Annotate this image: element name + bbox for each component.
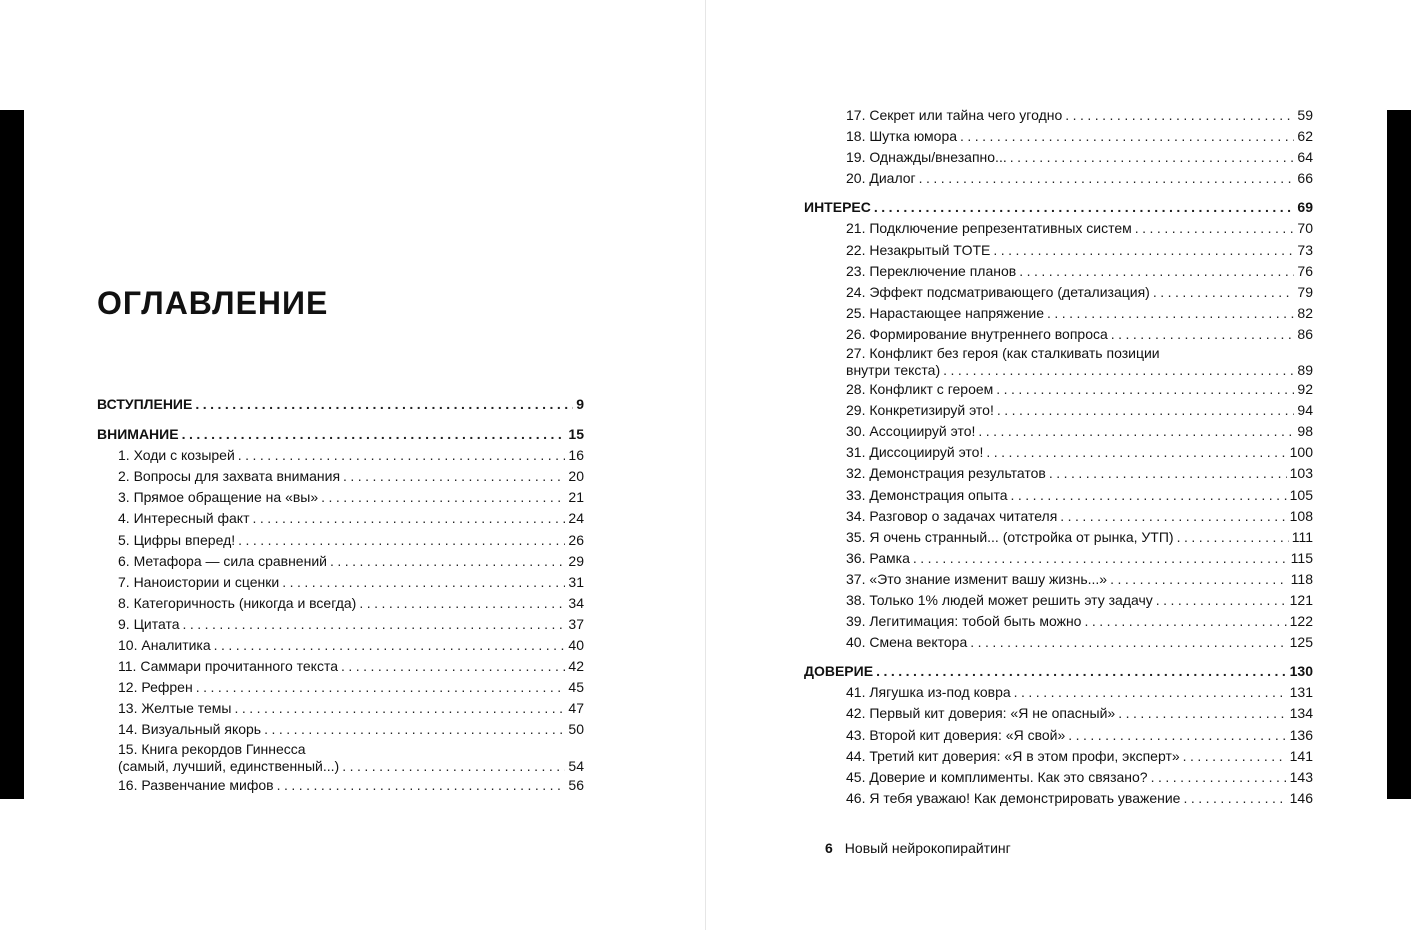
toc-page-number: 130	[1289, 663, 1313, 680]
toc-section-title: ВСТУПЛЕНИЕ	[97, 396, 193, 412]
toc-entry[interactable]	[97, 775, 584, 796]
toc-leader-dots	[960, 126, 1294, 147]
toc-leader-dots	[1047, 303, 1294, 324]
toc-page-number: 105	[1289, 486, 1313, 503]
toc-entry-label: 6. Метафора — сила сравнений	[118, 552, 327, 569]
toc-entry[interactable]	[97, 719, 584, 740]
toc-leader-dots	[196, 677, 566, 698]
toc-page-number: 20	[568, 468, 584, 485]
toc-entry[interactable]	[825, 147, 1313, 168]
toc-page-number: 141	[1289, 747, 1313, 764]
toc-leader-dots	[343, 466, 565, 487]
toc-page-number: 34	[568, 594, 584, 611]
toc-entry[interactable]	[825, 506, 1313, 527]
toc-section-title: ДОВЕРИЕ	[804, 663, 874, 680]
toc-page-number: 29	[568, 552, 584, 569]
toc-page-number: 98	[1297, 423, 1313, 440]
toc-leader-dots	[183, 614, 566, 635]
toc-entry-label: 18. Шутка юмора	[846, 128, 958, 145]
toc-entry-label: 17. Секрет или тайна чего угодно	[846, 107, 1063, 123]
toc-entry[interactable]	[825, 703, 1313, 724]
toc-left-column	[97, 394, 584, 796]
left-page	[0, 0, 705, 930]
toc-page-number: 111	[1291, 528, 1313, 545]
toc-entry[interactable]	[825, 746, 1313, 767]
toc-leader-dots	[195, 394, 573, 415]
toc-entry-label: 14. Визуальный якорь	[118, 721, 262, 738]
toc-leader-dots	[1049, 463, 1287, 484]
toc-entry-label: 36. Рамка	[846, 549, 910, 566]
toc-page-number: 40	[568, 637, 584, 654]
toc-entry[interactable]	[825, 105, 1313, 126]
toc-entry-label: 32. Демонстрация результатов	[846, 465, 1046, 482]
toc-entry-label: 9. Цитата	[118, 615, 180, 632]
toc-entry-label: 5. Цифры вперед!	[118, 531, 236, 548]
toc-page-number: 131	[1289, 684, 1313, 701]
toc-leader-dots	[359, 593, 565, 614]
toc-leader-dots	[1010, 147, 1295, 168]
toc-entry[interactable]	[825, 767, 1313, 788]
page-number: 6	[825, 840, 833, 856]
toc-entry-label: 24. Эффект подсматривающего (детализация)	[846, 283, 1150, 300]
toc-leader-dots	[1118, 703, 1286, 724]
toc-entry[interactable]	[825, 303, 1313, 324]
toc-page-number: 37	[568, 615, 584, 632]
toc-leader-dots	[943, 362, 1294, 379]
toc-entry-label: 11. Саммари прочитанного текста	[118, 658, 338, 675]
toc-entry-label: 27. Конфликт без героя (как сталкивать позиции	[846, 345, 1160, 362]
toc-section-heading[interactable]	[804, 197, 1313, 218]
toc-page-number: 21	[568, 489, 584, 506]
toc-leader-dots	[1011, 485, 1287, 506]
toc-entry[interactable]	[97, 635, 584, 656]
toc-entry-label-cont: (самый, лучший, единственный...)	[118, 757, 340, 774]
toc-leader-dots	[282, 572, 565, 593]
toc-entry-label: 23. Переключение планов	[846, 262, 1017, 279]
toc-page-number: 66	[1297, 170, 1313, 187]
toc-section-heading[interactable]	[97, 424, 584, 445]
toc-page-number: 47	[568, 700, 584, 717]
toc-page-number: 136	[1289, 726, 1313, 743]
right-edge-bar	[1387, 110, 1411, 799]
toc-leader-dots	[1111, 324, 1295, 345]
toc-leader-dots	[321, 487, 565, 508]
toc-leader-dots	[1110, 569, 1288, 590]
toc-page-number: 15	[568, 426, 584, 443]
toc-page-number: 94	[1297, 402, 1313, 419]
toc-leader-dots	[1019, 261, 1294, 282]
toc-entry[interactable]	[97, 508, 584, 529]
toc-entry-label: 39. Легитимация: тобой быть можно	[846, 613, 1082, 630]
toc-page-number: 103	[1289, 465, 1313, 482]
toc-entry[interactable]	[825, 400, 1313, 421]
toc-entry[interactable]	[97, 614, 584, 635]
toc-entry-label: 4. Интересный факт	[118, 510, 250, 527]
toc-entry[interactable]	[825, 379, 1313, 400]
toc-entry[interactable]	[97, 445, 584, 466]
toc-leader-dots	[182, 424, 566, 445]
toc-page-number: 76	[1297, 262, 1313, 279]
toc-page-number: 122	[1289, 613, 1313, 630]
toc-leader-dots	[234, 698, 565, 719]
toc-page-number: 108	[1289, 507, 1313, 524]
toc-entry[interactable]	[825, 682, 1313, 703]
toc-page-number: 92	[1297, 381, 1313, 398]
toc-page-number: 89	[1297, 362, 1313, 379]
toc-leader-dots	[993, 240, 1294, 261]
toc-entry[interactable]	[825, 527, 1313, 548]
toc-entry-label: 41. Лягушка из-под ковра	[846, 684, 1011, 701]
toc-entry[interactable]	[825, 168, 1313, 189]
toc-section-heading[interactable]	[804, 661, 1313, 682]
toc-entry-label: 30. Ассоциируй это!	[846, 423, 976, 440]
toc-page-number: 24	[568, 510, 584, 527]
toc-entry-label: 40. Смена вектора	[846, 634, 968, 651]
toc-entry-label: 33. Демонстрация опыта	[846, 486, 1008, 503]
toc-page-number: 82	[1297, 304, 1313, 321]
toc-entry-label: 12. Рефрен	[118, 679, 193, 696]
toc-section-title: ВНИМАНИЕ	[97, 426, 179, 443]
toc-entry-label: 29. Конкретизируй это!	[846, 402, 994, 419]
toc-entry[interactable]	[97, 572, 584, 593]
toc-entry[interactable]	[825, 442, 1313, 463]
toc-leader-dots	[1135, 218, 1295, 239]
toc-entry-label: 35. Я очень странный... (отстройка от рынка, УТП)	[846, 528, 1174, 545]
toc-entry-label: 28. Конфликт с героем	[846, 381, 994, 398]
toc-leader-dots	[1065, 105, 1294, 126]
toc-page-number: 26	[568, 531, 584, 548]
toc-leader-dots	[330, 551, 565, 572]
toc-entry-label: 34. Разговор о задачах читателя	[846, 507, 1058, 524]
toc-leader-dots	[996, 379, 1294, 400]
toc-page-number: 31	[568, 573, 584, 590]
toc-leader-dots	[264, 719, 565, 740]
toc-leader-dots	[277, 775, 566, 796]
toc-page-number: 143	[1289, 768, 1313, 785]
toc-entry[interactable]	[825, 345, 1313, 379]
toc-page-number: 54	[568, 757, 584, 774]
toc-leader-dots	[238, 530, 565, 551]
toc-entry-label: 26. Формирование внутреннего вопроса	[846, 325, 1108, 342]
toc-entry-label: 42. Первый кит доверия: «Я не опасный»	[846, 705, 1116, 722]
toc-entry-label: 43. Второй кит доверия: «Я свой»	[846, 726, 1066, 743]
toc-entry-label: 8. Категоричность (никогда и всегда)	[118, 594, 357, 611]
toc-leader-dots	[997, 400, 1295, 421]
toc-leader-dots	[1151, 767, 1287, 788]
book-title: Новый нейрокопирайтинг	[844, 840, 1011, 856]
toc-entry-label: 20. Диалог	[846, 170, 916, 187]
toc-page-number: 86	[1297, 325, 1313, 342]
toc-entry[interactable]	[825, 421, 1313, 442]
toc-leader-dots	[214, 635, 566, 656]
toc-entry[interactable]	[97, 741, 584, 775]
toc-entry[interactable]	[97, 551, 584, 572]
toc-page-number: 134	[1289, 705, 1313, 722]
toc-page-number: 115	[1290, 549, 1313, 566]
toc-entry[interactable]	[825, 324, 1313, 345]
toc-leader-dots	[1156, 590, 1287, 611]
toc-entry[interactable]	[825, 218, 1313, 239]
toc-entry[interactable]	[825, 611, 1313, 632]
toc-entry[interactable]	[825, 240, 1313, 261]
toc-entry[interactable]	[97, 677, 584, 698]
toc-page-number: 62	[1297, 128, 1313, 145]
toc-leader-dots	[876, 661, 1287, 682]
toc-entry-label: 45. Доверие и комплименты. Как это связано?	[846, 768, 1148, 785]
toc-leader-dots	[1183, 788, 1286, 809]
toc-entry-label: 44. Третий кит доверия: «Я в этом профи, эксперт»	[846, 747, 1180, 764]
toc-entry[interactable]	[97, 593, 584, 614]
right-page	[706, 0, 1411, 930]
toc-page-number: 45	[568, 679, 584, 696]
toc-entry-label: 31. Диссоциируй это!	[846, 444, 984, 461]
toc-entry[interactable]	[825, 590, 1313, 611]
toc-leader-dots	[252, 508, 565, 529]
toc-page-number: 56	[568, 776, 584, 793]
toc-entry[interactable]	[825, 126, 1313, 147]
toc-entry[interactable]	[825, 548, 1313, 569]
toc-entry[interactable]	[97, 656, 584, 677]
toc-entry-label: 38. Только 1% людей может решить эту задачу	[846, 591, 1153, 608]
toc-leader-dots	[874, 197, 1295, 218]
toc-leader-dots	[978, 421, 1294, 442]
toc-entry[interactable]	[97, 466, 584, 487]
toc-entry-label: 19. Однажды/внезапно...	[846, 149, 1007, 166]
toc-entry-label: 15. Книга рекордов Гиннесса	[118, 740, 306, 757]
toc-section-heading[interactable]	[97, 394, 584, 415]
toc-entry[interactable]	[825, 463, 1313, 484]
toc-entry-label: 25. Нарастающее напряжение	[846, 304, 1044, 321]
toc-page-number: 118	[1290, 570, 1313, 587]
toc-page-number: 73	[1297, 241, 1313, 258]
toc-page-number: 59	[1297, 107, 1313, 123]
toc-entry-label: 46. Я тебя уважаю! Как демонстрировать уважение	[846, 789, 1181, 806]
toc-leader-dots	[342, 758, 565, 775]
toc-entry-label: 3. Прямое обращение на «вы»	[118, 489, 319, 506]
toc-leader-dots	[1084, 611, 1286, 632]
toc-page-number: 100	[1289, 444, 1313, 461]
toc-section-title: ИНТЕРЕС	[804, 199, 871, 216]
toc-entry[interactable]	[97, 698, 584, 719]
toc-entry-label: 10. Аналитика	[118, 637, 211, 654]
toc-entry-label: 7. Наноистории и сценки	[118, 573, 280, 590]
toc-entry-continuation	[118, 758, 584, 775]
toc-leader-dots	[913, 548, 1288, 569]
toc-entry[interactable]	[825, 569, 1313, 590]
page-footer	[825, 838, 1011, 858]
toc-entry[interactable]	[825, 485, 1313, 506]
toc-page-number: 42	[568, 658, 584, 675]
toc-leader-dots	[341, 656, 565, 677]
toc-entry[interactable]	[825, 725, 1313, 746]
toc-leader-dots	[238, 445, 566, 466]
toc-entry[interactable]	[825, 261, 1313, 282]
toc-leader-dots	[1183, 746, 1287, 767]
toc-entry-continuation	[846, 362, 1313, 379]
toc-page-number: 50	[568, 721, 584, 738]
toc-right-column	[804, 105, 1313, 809]
toc-entry[interactable]	[825, 632, 1313, 653]
toc-page-number: 64	[1297, 149, 1313, 166]
toc-entry-label: 37. «Это знание изменит вашу жизнь...»	[846, 570, 1108, 587]
toc-page-number: 146	[1289, 789, 1313, 806]
page-title: ОГЛАВЛЕНИЕ	[97, 285, 329, 321]
toc-entry[interactable]	[97, 487, 584, 508]
left-edge-bar	[0, 110, 24, 799]
toc-entry-label: 2. Вопросы для захвата внимания	[118, 468, 341, 485]
toc-leader-dots	[1060, 506, 1286, 527]
toc-entry-label-cont: внутри текста)	[846, 362, 941, 379]
toc-page-number: 69	[1297, 199, 1313, 216]
toc-entry[interactable]	[97, 530, 584, 551]
toc-leader-dots	[1068, 725, 1286, 746]
toc-page-number: 70	[1297, 220, 1313, 237]
toc-entry-label: 21. Подключение репрезентативных систем	[846, 220, 1132, 237]
toc-entry[interactable]	[825, 788, 1313, 809]
toc-entry-label: 22. Незакрытый TOTE	[846, 241, 991, 258]
toc-leader-dots	[919, 168, 1295, 189]
toc-entry-label: 16. Развенчание мифов	[118, 776, 274, 793]
toc-page-number: 121	[1289, 591, 1313, 608]
toc-page-number: 79	[1297, 283, 1313, 300]
toc-page-number: 9	[576, 396, 584, 412]
toc-entry-label: 13. Желтые темы	[118, 700, 232, 717]
toc-entry-label: 1. Ходи с козырей	[118, 447, 235, 464]
toc-leader-dots	[970, 632, 1286, 653]
toc-page-number: 16	[568, 447, 584, 464]
toc-leader-dots	[1177, 527, 1289, 548]
toc-page-number: 125	[1289, 634, 1313, 651]
toc-leader-dots	[986, 442, 1286, 463]
toc-leader-dots	[1153, 282, 1295, 303]
toc-leader-dots	[1014, 682, 1287, 703]
toc-entry[interactable]	[825, 282, 1313, 303]
